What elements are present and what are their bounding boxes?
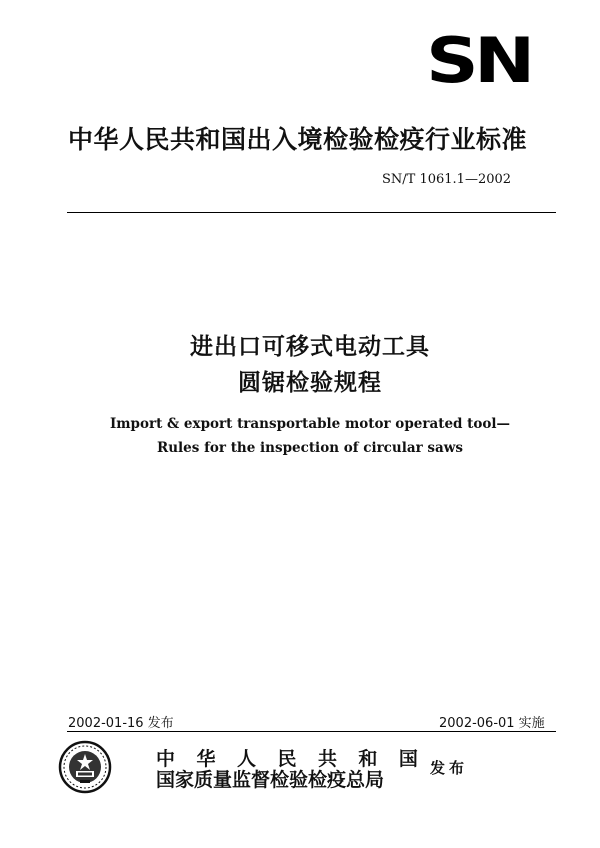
org-title: 中华人民共和国出入境检验检疫行业标准 bbox=[68, 125, 528, 154]
standard-number: SN/T 1061.1—2002 bbox=[382, 172, 512, 187]
bottom-divider bbox=[67, 731, 556, 732]
issuer-char: 人 bbox=[236, 748, 256, 770]
national-emblem-icon bbox=[58, 740, 112, 794]
issued-label: 发布 bbox=[430, 759, 469, 777]
cn-title-line1: 进出口可移式电动工具 bbox=[190, 334, 430, 360]
top-divider bbox=[67, 212, 556, 213]
issue-date: 2002-01-16 发布 bbox=[68, 716, 174, 731]
issuer-char: 共 bbox=[317, 748, 337, 770]
issuer-char: 国 bbox=[398, 748, 418, 770]
issuer-line2: 国家质量监督检验检疫总局 bbox=[156, 769, 385, 791]
en-title-line2: Rules for the inspection of circular saws bbox=[157, 440, 463, 456]
cn-title-line2: 圆锯检验规程 bbox=[238, 370, 382, 396]
issuer-char: 民 bbox=[277, 748, 297, 770]
issuer-char: 中 bbox=[156, 748, 176, 770]
issuer-char: 华 bbox=[196, 748, 216, 770]
issuer-char: 和 bbox=[358, 748, 378, 770]
en-title-line1: Import & export transportable motor operated tool— bbox=[109, 416, 511, 432]
implementation-date: 2002-06-01 实施 bbox=[439, 716, 545, 731]
sn-logo: SN bbox=[426, 24, 531, 97]
